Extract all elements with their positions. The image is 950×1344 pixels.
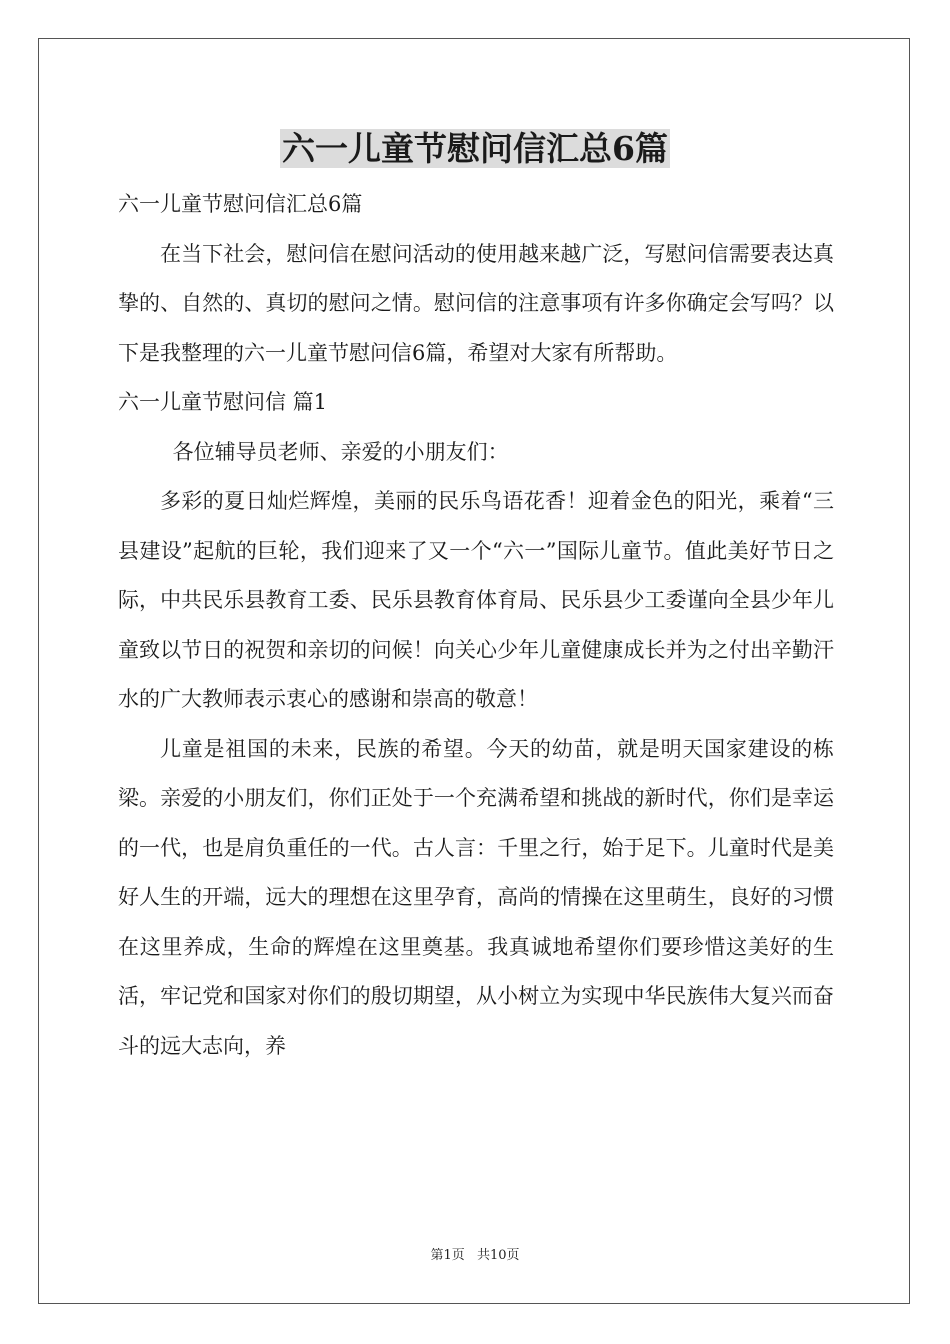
body-paragraph-1: 多彩的夏日灿烂辉煌，美丽的民乐鸟语花香！迎着金色的阳光，乘着“三县建设”起航的巨轮，我们迎来了又一个“六一”国际儿童节。值此美好节日之际，中共民乐县教育工委、民乐县教育体育局、民乐县少工委谨向全县少年儿童致以节日的祝贺和亲切的问候！向关心少年儿童健康成长并为之付出辛勤汗水的广大教师表示衷心的感谢和崇高的敬意！ xyxy=(118,489,834,711)
body-paragraph-2: 儿童是祖国的未来，民族的希望。今天的幼苗，就是明天国家建设的栋梁。亲爱的小朋友们，你们正处于一个充满希望和挑战的新时代，你们是幸运的一代，也是肩负重任的一代。古人言：千里之行，始于足下。儿童时代是美好人生的开端，远大的理想在这里孕育，高尚的情操在这里萌生，良好的习惯在这里养成，生命的辉煌在这里奠基。我真诚地希望你们要珍惜这美好的生活，牢记党和国家对你们的殷切期望，从小树立为实现中华民族伟大复兴而奋斗的远大志向，养 xyxy=(118,736,834,1058)
document-subtitle: 六一儿童节慰问信汇总6篇 xyxy=(118,192,363,216)
intro-paragraph: 在当下社会，慰问信在慰问活动的使用越来越广泛，写慰问信需要表达真挚的、自然的、真切的慰问之情。慰问信的注意事项有许多你确定会写吗？以下是我整理的六一儿童节慰问信6篇，希望对大家有所帮助。 xyxy=(118,241,834,365)
section-heading: 六一儿童节慰问信 篇1 xyxy=(118,390,328,414)
page-total: 共10页 xyxy=(476,1248,520,1263)
document-body xyxy=(118,180,834,1071)
letter-greeting: 各位辅导员老师、亲爱的小朋友们： xyxy=(172,439,509,464)
document-title-text: 六一儿童节慰问信汇总6篇 xyxy=(282,129,668,168)
page-number: 第1页 xyxy=(430,1248,465,1263)
document-title xyxy=(0,126,950,172)
page-footer xyxy=(0,1244,950,1263)
